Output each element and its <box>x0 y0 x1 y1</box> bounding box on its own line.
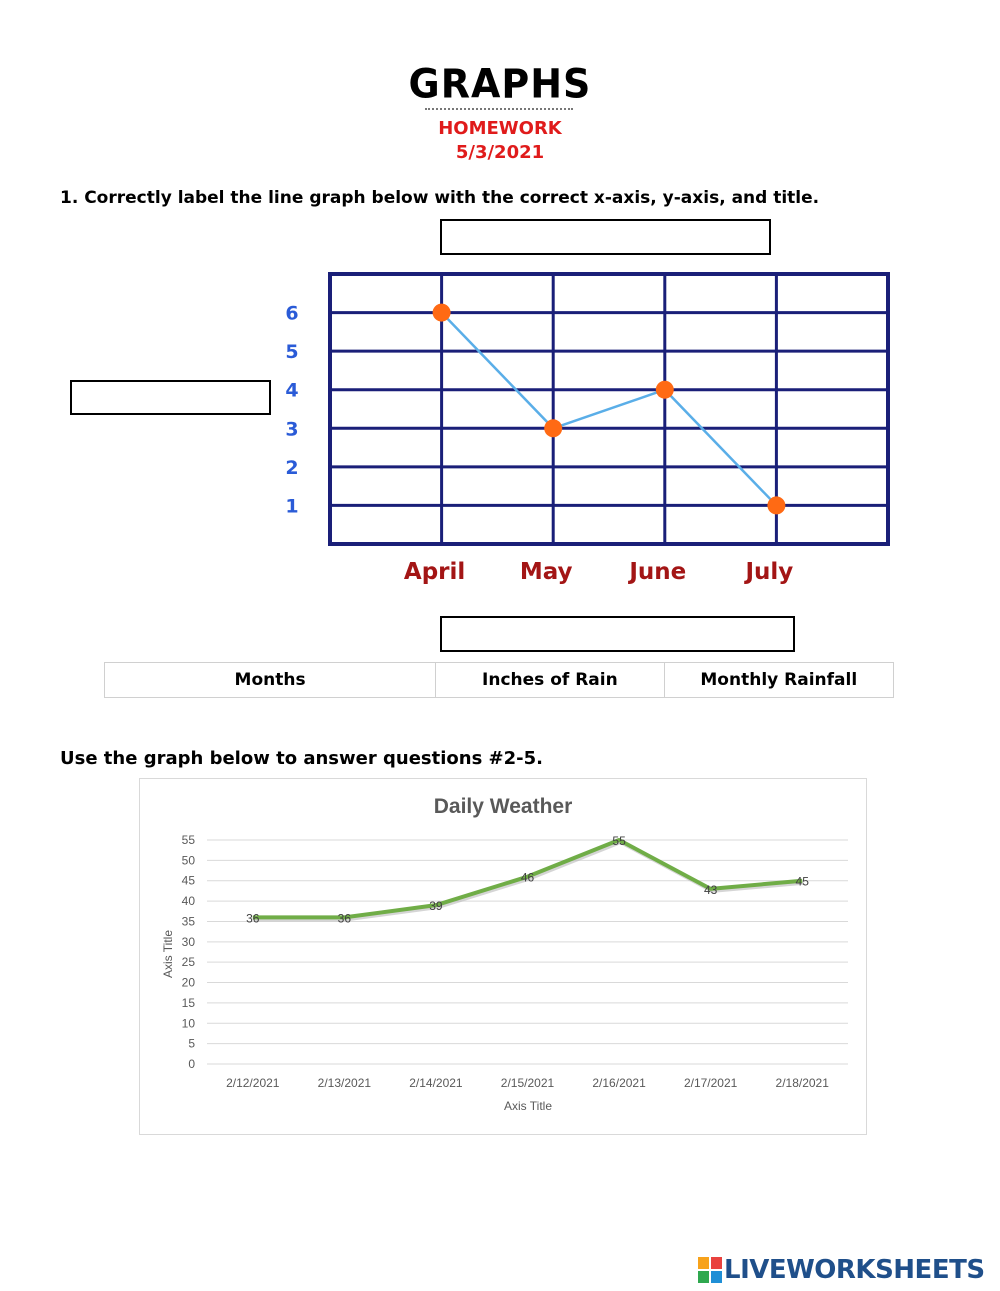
rainfall-line-chart <box>270 262 900 597</box>
rainfall-y-tick-label: 3 <box>285 418 299 441</box>
weather-y-tick-label: 20 <box>181 975 195 990</box>
homework-date: 5/3/2021 <box>455 142 545 163</box>
weather-data-label: 39 <box>429 899 443 914</box>
weather-x-tick-label: 2/15/2021 <box>500 1076 555 1090</box>
weather-y-tick-label: 55 <box>181 833 195 847</box>
title-underline <box>425 106 573 110</box>
weather-y-tick-label: 15 <box>181 995 195 1010</box>
rainfall-chart-y-ticks <box>285 303 298 518</box>
rainfall-x-tick-label: June <box>629 559 687 585</box>
weather-chart-y-axis-title: Axis Title <box>161 929 175 979</box>
rainfall-data-point <box>544 419 562 437</box>
rainfall-y-tick-label: 6 <box>285 302 299 325</box>
x-axis-answer-box[interactable] <box>440 616 795 652</box>
weather-y-tick-label: 40 <box>181 894 195 909</box>
rainfall-y-tick-label: 2 <box>285 456 299 479</box>
rainfall-x-tick-label: April <box>403 559 466 585</box>
weather-data-label: 55 <box>612 834 626 848</box>
weather-data-label: 36 <box>246 911 260 926</box>
weather-x-tick-label: 2/17/2021 <box>683 1076 738 1090</box>
daily-weather-chart <box>139 778 867 1135</box>
rainfall-chart-x-ticks <box>404 559 793 585</box>
weather-data-label: 43 <box>703 882 718 897</box>
weather-chart-x-axis-title: Axis Title <box>503 1099 553 1113</box>
liveworksheets-logo <box>698 1255 985 1285</box>
title-answer-box[interactable] <box>440 219 771 255</box>
word-bank-item-months[interactable]: Months <box>105 663 436 697</box>
page-title: GRAPHS <box>408 60 592 108</box>
weather-data-label: 36 <box>337 911 352 926</box>
weather-y-tick-label: 50 <box>181 853 195 868</box>
word-bank <box>104 662 894 698</box>
weather-y-tick-label: 30 <box>181 934 195 949</box>
word-bank-item-inches-of-rain[interactable]: Inches of Rain <box>436 663 664 697</box>
rainfall-y-tick-label: 1 <box>285 495 299 518</box>
weather-y-tick-label: 5 <box>188 1036 195 1051</box>
weather-x-tick-label: 2/16/2021 <box>592 1076 646 1090</box>
weather-chart-title: Daily Weather <box>433 795 573 818</box>
weather-x-tick-label: 2/12/2021 <box>226 1076 280 1090</box>
liveworksheets-logo-text: LIVEWORKSHEETS <box>724 1255 985 1285</box>
question-2-text: Use the graph below to answer questions #2-5. <box>60 748 543 769</box>
weather-y-tick-label: 25 <box>181 955 195 970</box>
rainfall-chart-line <box>442 313 777 506</box>
liveworksheets-mark-icon <box>698 1257 722 1283</box>
weather-y-tick-label: 45 <box>181 873 195 888</box>
homework-label: HOMEWORK <box>438 118 562 139</box>
weather-chart-x-ticks <box>226 1076 829 1090</box>
weather-y-tick-label: 35 <box>181 914 195 929</box>
question-1-text: 1. Correctly label the line graph below with the correct x-axis, y-axis, and title. <box>60 188 820 208</box>
weather-y-tick-label: 0 <box>188 1057 195 1071</box>
rainfall-series-line <box>442 313 777 506</box>
rainfall-data-point <box>767 496 785 514</box>
rainfall-y-tick-label: 4 <box>285 379 299 402</box>
weather-chart-data-labels <box>246 834 809 925</box>
rainfall-data-point <box>433 304 451 322</box>
word-bank-item-monthly-rainfall[interactable]: Monthly Rainfall <box>700 670 858 690</box>
rainfall-y-tick-label: 5 <box>285 341 299 364</box>
rainfall-x-tick-label: May <box>519 559 573 585</box>
weather-x-tick-label: 2/14/2021 <box>409 1076 463 1090</box>
rainfall-x-tick-label: July <box>745 559 794 585</box>
weather-data-label: 45 <box>795 874 809 889</box>
weather-x-tick-label: 2/13/2021 <box>317 1076 372 1090</box>
weather-chart-y-ticks <box>182 833 196 1071</box>
y-axis-answer-box[interactable] <box>70 380 271 415</box>
rainfall-data-point <box>656 381 674 399</box>
weather-x-tick-label: 2/18/2021 <box>775 1076 829 1090</box>
weather-data-label: 46 <box>520 870 535 885</box>
weather-y-tick-label: 10 <box>181 1016 195 1031</box>
